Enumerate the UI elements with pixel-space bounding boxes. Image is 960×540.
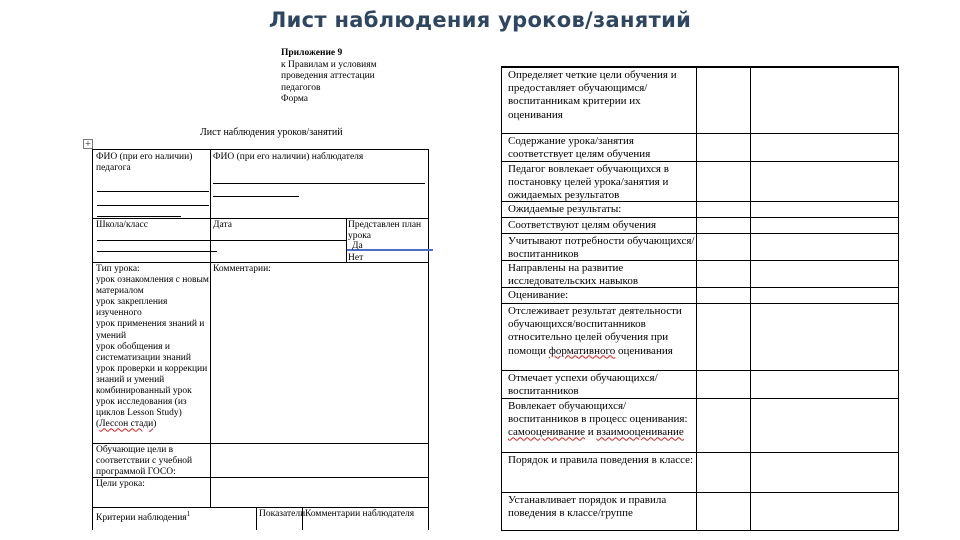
observer-comments-label: Комментарии наблюдателя — [305, 509, 415, 519]
criteria-table — [501, 66, 899, 531]
lesson-study-note: (Лессон стади) — [96, 419, 157, 430]
row-text: Вовлекает обучающихся/воспитанников в процесс оценивания: самооценивание и взаимооценивание — [508, 400, 688, 439]
row-text: Устанавливает порядок и правила поведения в классе/группе — [508, 494, 667, 520]
spellcheck-word: самооценивание — [508, 426, 585, 439]
lesson-type-list — [94, 263, 211, 431]
slide-title: Лист наблюдения уроков/занятий — [268, 8, 692, 32]
criteria-label: Критерии наблюдения$^1$ — [96, 510, 191, 524]
indicators-label: Показатели — [259, 509, 306, 519]
comments-label: Комментарии: — [213, 264, 271, 274]
table-row — [502, 260, 898, 288]
appendix-block — [281, 48, 377, 106]
row-text: Оценивание: — [508, 289, 569, 301]
table-row — [502, 303, 898, 371]
row-text: Определяет четкие цели обучения и предоставляет обучающимся/воспитанникам критерии их оценивания — [508, 69, 677, 121]
appendix-line: педагогов — [281, 82, 321, 93]
lesson-type-item: урок исследования (из циклов Lesson Study) — [96, 397, 187, 419]
lesson-type-item: урок ознакомления с новым материалом — [96, 275, 209, 297]
row-text: Содержание урока/занятия соответствует целям обучения — [508, 135, 651, 161]
appendix-heading: Приложение 9 — [281, 48, 343, 58]
lesson-type-label: Тип урока: — [96, 264, 140, 274]
row-text: Соответствуют целям обучения — [508, 219, 657, 231]
table-row — [502, 452, 898, 493]
table-row — [502, 217, 898, 234]
appendix-line: Форма — [281, 94, 309, 104]
lesson-type-item: урок закрепления изученного — [96, 297, 168, 319]
table-row — [502, 201, 898, 218]
lesson-goals-label: Цели урока: — [96, 479, 145, 489]
table-row — [502, 161, 898, 202]
lesson-type-item: урок проверки и коррекции знаний и умений — [96, 363, 208, 385]
row-text: Отмечает успехи обучающихся/воспитанников — [508, 372, 658, 398]
plan-presented-label: Представлен план урока — [348, 220, 422, 242]
plan-yes-option: Да — [352, 241, 363, 251]
lesson-type-item: урок обобщения и систематизации знаний — [96, 341, 191, 363]
table-row — [502, 398, 898, 453]
table-row — [502, 287, 898, 304]
table-row — [502, 133, 898, 162]
lesson-study-word: Лессон стади — [99, 419, 154, 430]
row-text: Ожидаемые результаты: — [508, 203, 622, 215]
document-title: Лист наблюдения уроков/занятий — [200, 127, 343, 138]
lesson-type-item: урок применения знаний и умений — [96, 319, 205, 341]
plan-no-option: Нет — [348, 253, 364, 263]
school-class-label: Школа/класс — [96, 220, 148, 230]
table-row — [502, 492, 898, 531]
appendix-line: проведения аттестации — [281, 71, 375, 81]
spellcheck-word: формативного — [548, 344, 616, 357]
table-move-handle-icon[interactable]: + — [84, 139, 92, 148]
row-text: Учитывают потребности обучающихся/воспитанников — [508, 235, 695, 261]
table-row — [502, 370, 898, 399]
spellcheck-word: взаимооценивание — [596, 426, 684, 439]
date-label: Дата — [213, 220, 232, 230]
learning-goals-label: Обучающие цели в соответствии с учебной программой ГОСО: — [96, 445, 193, 478]
fio-observer-label: ФИО (при его наличии) наблюдателя — [213, 152, 364, 162]
row-text: Педагог вовлекает обучающихся в постановку целей урока/занятия и ожидаемых результатов — [508, 163, 669, 202]
row-text: Отслеживает результат деятельности обучающихся/воспитанников относительно целей обучения при помощи формативного оценивания — [508, 305, 682, 357]
table-row — [502, 67, 898, 134]
table-row — [502, 233, 898, 261]
row-text: Направлены на развитие исследовательских навыков — [508, 262, 639, 288]
appendix-line: к Правилам и условиям — [281, 59, 377, 70]
row-text: Порядок и правила поведения в классе: — [508, 454, 694, 466]
fio-teacher-label: ФИО (при его наличии) педагога — [96, 152, 193, 174]
lesson-type-item: комбинированный урок — [96, 386, 192, 397]
